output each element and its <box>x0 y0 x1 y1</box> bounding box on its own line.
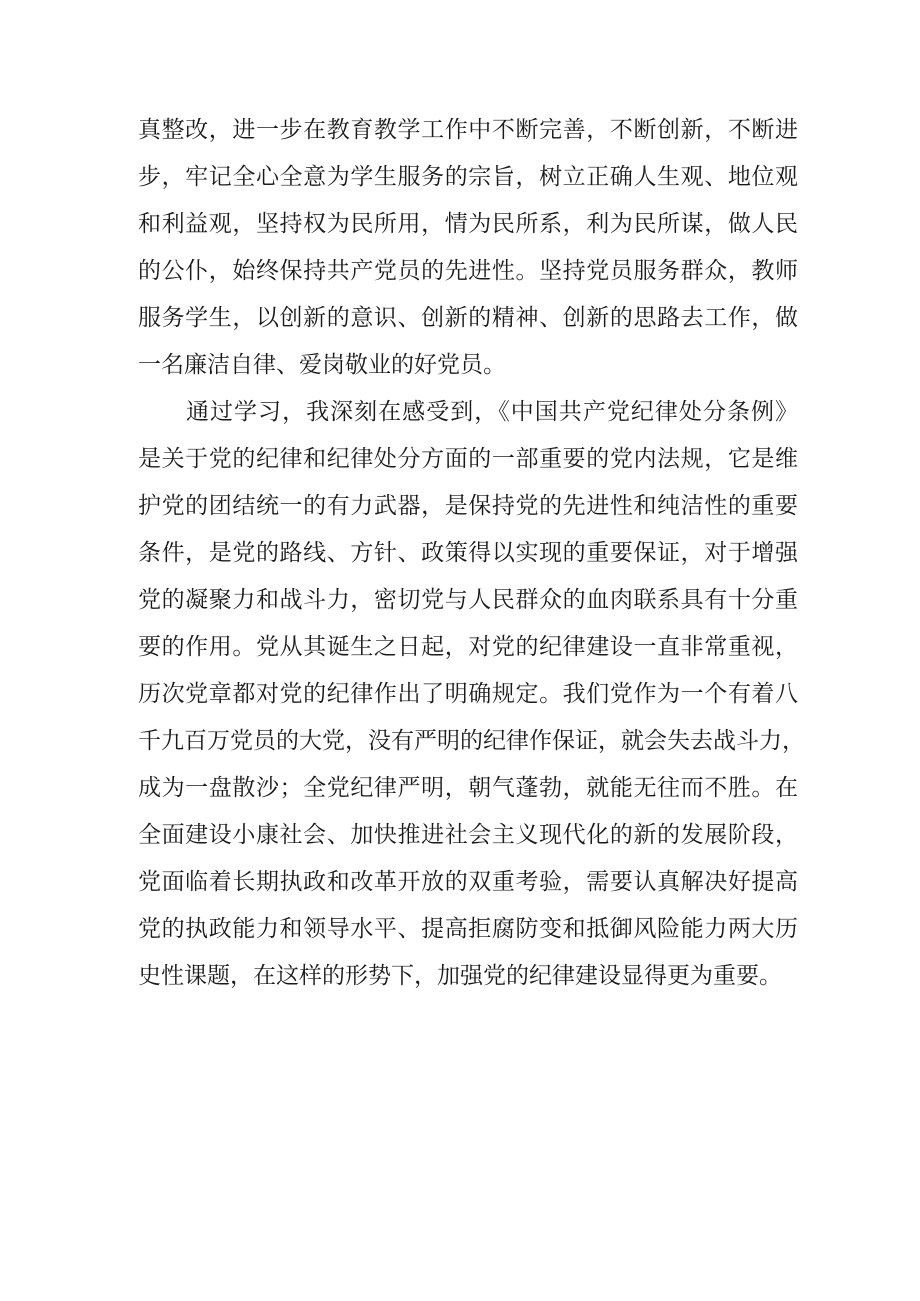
paragraph-1-line-6: 一名廉洁自律、爱岗敬业的好党员。 <box>138 352 506 378</box>
paragraph-2-line-6: 要的作用。党从其诞生之日起，对党的纪律建设一直非常重视， <box>138 634 798 660</box>
paragraph-2-line-1: 通过学习，我深刻在感受到，《中国共产党纪律处分条例》 <box>186 399 798 425</box>
paragraph-2-line-10: 全面建设小康社会、加快推进社会主义现代化的新的发展阶段， <box>138 822 798 848</box>
paragraph-1-line-2: 步，牢记全心全意为学生服务的宗旨，树立正确人生观、地位观 <box>138 164 798 190</box>
paragraph-2-line-8: 千九百万党员的大党，没有严明的纪律作保证，就会失去战斗力， <box>138 728 805 754</box>
paragraph-2-line-12: 党的执政能力和领导水平、提高拒腐防变和抵御风险能力两大历 <box>138 916 798 942</box>
paragraph-2-line-9: 成为一盘散沙；全党纪律严明，朝气蓬勃，就能无往而不胜。在 <box>138 775 798 801</box>
paragraph-1-line-5: 服务学生，以创新的意识、创新的精神、创新的思路去工作，做 <box>138 305 798 331</box>
paragraph-2-line-7: 历次党章都对党的纪律作出了明确规定。我们党作为一个有着八 <box>138 681 798 707</box>
paragraph-1-line-3: 和利益观，坚持权为民所用，情为民所系，利为民所谋，做人民 <box>138 211 798 237</box>
paragraph-1-line-1: 真整改，进一步在教育教学工作中不断完善，不断创新，不断进 <box>138 117 798 143</box>
paragraph-2-line-13: 史性课题，在这样的形势下，加强党的纪律建设显得更为重要。 <box>138 963 782 989</box>
paragraph-2-line-5: 党的凝聚力和战斗力，密切党与人民群众的血肉联系具有十分重 <box>138 587 798 613</box>
paragraph-2-line-11: 党面临着长期执政和改革开放的双重考验，需要认真解决好提高 <box>138 869 798 895</box>
paragraph-2-line-3: 护党的团结统一的有力武器，是保持党的先进性和纯洁性的重要 <box>138 493 798 519</box>
paragraph-2-line-4: 条件，是党的路线、方针、政策得以实现的重要保证，对于增强 <box>138 540 798 566</box>
paragraph-1-line-4: 的公仆，始终保持共产党员的先进性。坚持党员服务群众，教师 <box>138 258 798 284</box>
paragraph-2-line-2: 是关于党的纪律和纪律处分方面的一部重要的党内法规，它是维 <box>138 446 798 472</box>
